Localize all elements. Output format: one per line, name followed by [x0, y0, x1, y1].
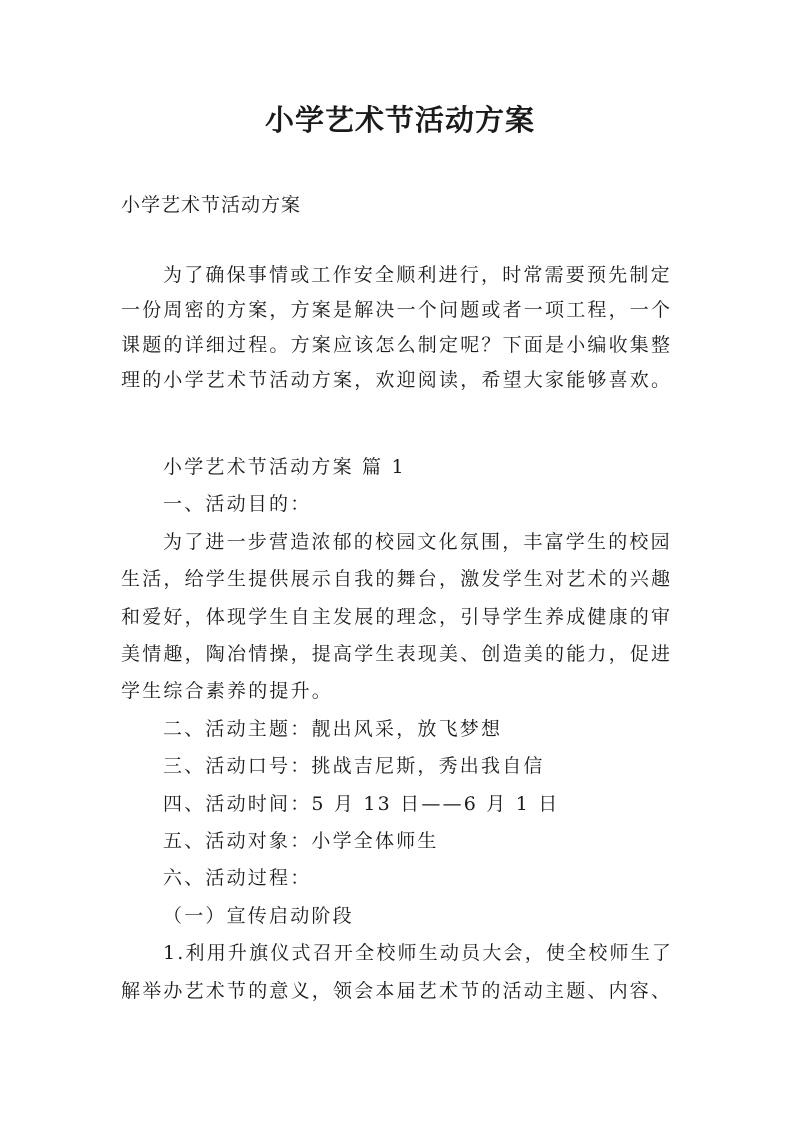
intro-line: 理的小学艺术节活动方案，欢迎阅读，希望大家能够喜欢。: [121, 369, 673, 391]
purpose-line: 和爱好，体现学生自主发展的理念，引导学生养成健康的审: [121, 605, 673, 628]
purpose-line: 为了进一步营造浓郁的校园文化氛围，丰富学生的校园: [163, 530, 672, 553]
section-1: [121, 449, 701, 1010]
intro-paragraph: [121, 258, 701, 398]
purpose-heading: 一、活动目的：: [163, 493, 312, 516]
document-subtitle: 小学艺术节活动方案: [121, 194, 302, 216]
process-heading: 六、活动过程：: [163, 867, 312, 890]
intro-line: 为了确保事情或工作安全顺利进行，时常需要预先制定: [163, 264, 672, 286]
intro-line: 一份周密的方案，方案是解决一个问题或者一项工程，一个: [121, 299, 673, 321]
purpose-line: 生活，给学生提供展示自我的舞台，激发学生对艺术的兴趣: [121, 568, 673, 591]
stage1-line: 解举办艺术节的意义，领会本届艺术节的活动主题、内容、: [121, 979, 673, 1002]
slogan-line: 三、活动口号：挑战吉尼斯，秀出我自信: [163, 755, 545, 778]
intro-line: 课题的详细过程。方案应该怎么制定呢？下面是小编收集整: [121, 334, 673, 356]
time-line: 四、活动时间：5 月 13 日——6 月 1 日: [163, 792, 560, 815]
purpose-line: 学生综合素养的提升。: [121, 680, 334, 703]
theme-line: 二、活动主题：靓出风采，放飞梦想: [163, 717, 503, 740]
document-title: 小学艺术节活动方案: [264, 103, 535, 137]
stage1-heading: （一）宣传启动阶段: [163, 904, 354, 927]
section-heading: 小学艺术节活动方案 篇 1: [163, 456, 406, 478]
stage1-line: 1.利用升旗仪式召开全校师生动员大会，使全校师生了: [163, 942, 674, 965]
purpose-line: 美情趣，陶冶情操，提高学生表现美、创造美的能力，促进: [121, 643, 673, 666]
target-line: 五、活动对象：小学全体师生: [163, 830, 439, 853]
